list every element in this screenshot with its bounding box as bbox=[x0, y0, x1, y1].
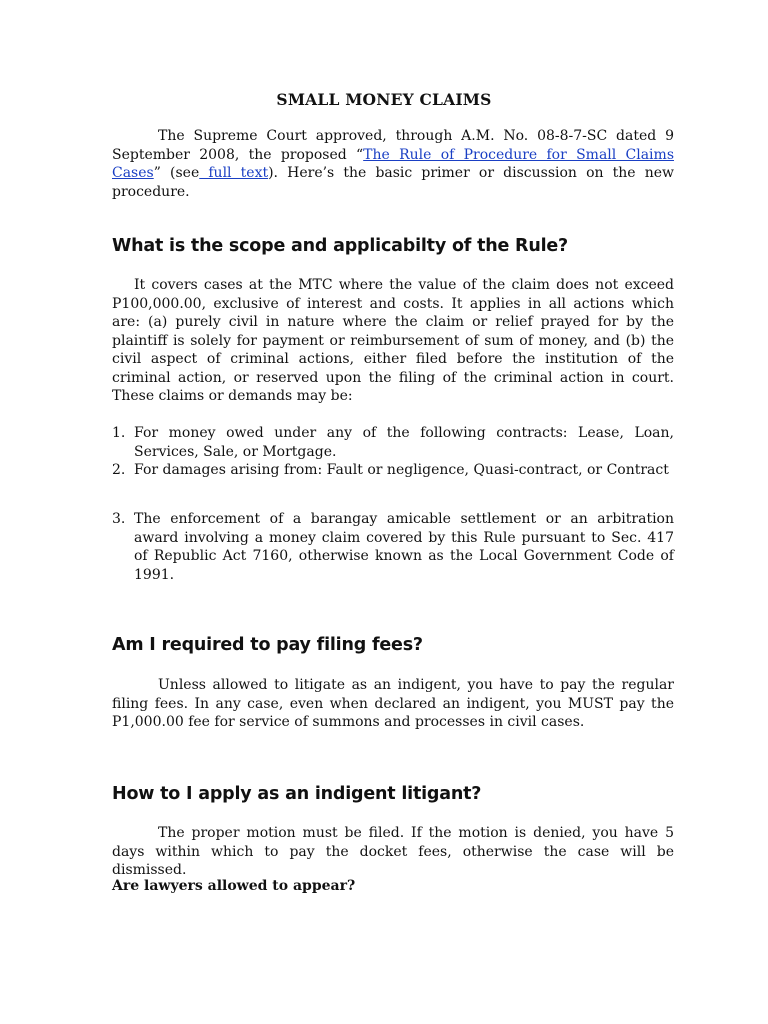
scope-paragraph: It covers cases at the MTC where the value of the claim does not exceed P100,000.00, exclusive of interest and costs. It applies in all actions which are: (a) purely civil in nature where the claim or relief prayed for by the plaintiff is solely for payment or reimbursement of sum of money, and (b) the civil aspect of criminal actions, either filed before the institution of the criminal action, or reserved upon the filing of the criminal action in court. These claims or demands may be: bbox=[112, 277, 674, 404]
document-title: SMALL MONEY CLAIMS bbox=[276, 90, 492, 109]
intro-text-before: The Supreme Court approved, through A.M. No. 08-8-7-SC dated 9 September 2008, the proposed “ bbox=[112, 128, 674, 163]
list-item bbox=[112, 510, 674, 584]
intro-text-after: ). Here’s the basic primer or discussion on the new procedure. bbox=[112, 165, 674, 200]
section-heading-scope: What is the scope and applicabilty of the Rule? bbox=[112, 236, 569, 256]
intro-text-mid: ” (see bbox=[153, 165, 200, 181]
indigent-paragraph: The proper motion must be filed. If the motion is denied, you have 5 days within which to pay the docket fees, otherwise the case will be dismissed. bbox=[112, 825, 674, 878]
list-item-text: For damages arising from: Fault or negligence, Quasi-contract, or Contract bbox=[134, 462, 669, 478]
list-item-text: For money owed under any of the following contracts: Lease, Loan, Services, Sale, or Mortgage. bbox=[134, 425, 674, 460]
section-heading-filing-fees: Am I required to pay filing fees? bbox=[112, 635, 423, 655]
list-item-number: 1. bbox=[112, 425, 126, 441]
section-heading-indigent: How to I apply as an indigent litigant? bbox=[112, 784, 482, 804]
rule-of-procedure-link[interactable]: The Rule of Procedure for Small Claims Cases bbox=[112, 146, 674, 181]
list-item-text: The enforcement of a barangay amicable settlement or an arbitration award involving a money claim covered by this Rule pursuant to Sec. 417 of Republic Act 7160, otherwise known as the Local Government Code of 1991. bbox=[134, 511, 674, 583]
full-text-link[interactable]: full text bbox=[199, 165, 269, 181]
list-item bbox=[112, 461, 674, 480]
list-item-number: 3. bbox=[112, 511, 126, 527]
filing-fees-paragraph: Unless allowed to litigate as an indigent, you have to pay the regular filing fees. In any case, even when declared an indigent, you MUST pay the P1,000.00 fee for service of summons and processes in civil cases. bbox=[112, 677, 674, 730]
intro-paragraph bbox=[112, 127, 674, 201]
list-item bbox=[112, 424, 674, 461]
list-item-number: 2. bbox=[112, 462, 126, 478]
section-heading-lawyers: Are lawyers allowed to appear? bbox=[112, 878, 356, 894]
